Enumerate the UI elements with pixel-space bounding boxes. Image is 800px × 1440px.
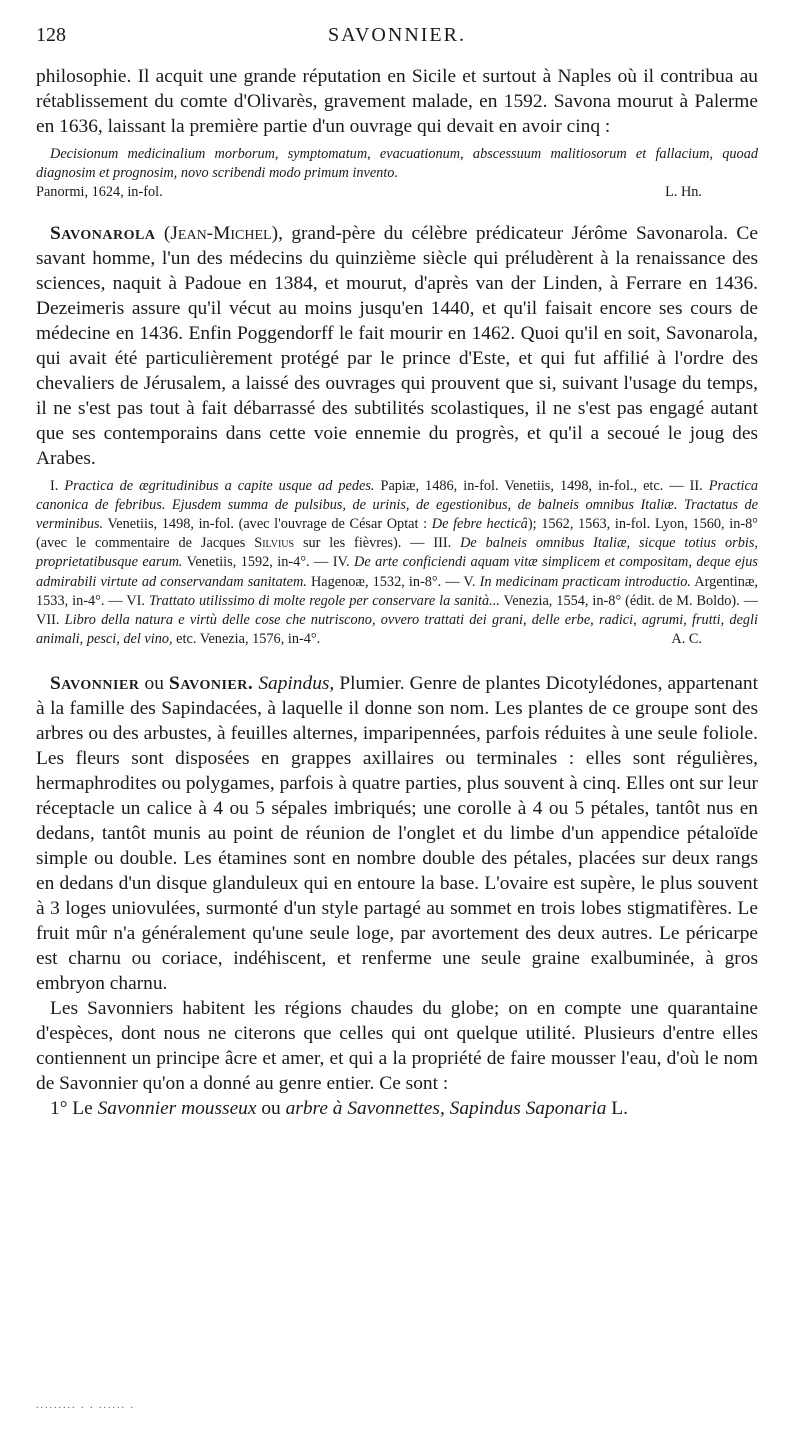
bib-title: Practica de ægritudinibus a capite usque ad pedes. [64,477,375,494]
entry-conjunction: ou [139,673,170,695]
bib-segment: etc. Venezia, 1576, in-4°. [172,631,321,648]
bib-segment: I. [50,477,65,494]
bib-segment: Venezia, 1554, in-8° (édit. de M. Boldo). — VII. [36,592,758,629]
entry-headword: Savonnier [50,673,140,695]
bib-segment: sur les fièvres). — III. [294,535,461,552]
bib-title: De arte conficiendi aquam vitæ simplicem et compositam, deque ejus admirabili virtute ad conservandam sanitatem. [36,554,758,590]
work-title: Decisionum medicinalium morborum, symptomatum, evacuationum, abscessuum malitiosorum et fallacium, quoad diagnosim et prognosim, novo scribendi modo primum invento. [36,146,758,182]
bib-segment: Hagenoæ, 1532, in-8°. — V. [306,573,480,590]
species-name: Savonnier mousseux [97,1098,257,1120]
savonarola-bibliography [36,477,758,650]
bib-person: Silvius [254,535,295,552]
footer-mark: ......... . . ...... . [36,1400,135,1411]
list-text: ou [256,1098,286,1120]
author-signature: L. Hn. [665,184,702,201]
savonnier-paragraph-2: Les Savonniers habitent les régions chaudes du globe; on en compte une quarantaine d'espèces, dont nous ne citerons que celles qui ont quelque utilité. Plusieurs d'entre elles contiennent un principe âcre et amer, et qui a la propriété de faire mousser l'eau, d'où le nom de Savonnier qu'on a donné au genre entier. Ce sont : [36,998,758,1095]
bib-title: De febre hecticâ [431,516,528,533]
species-list-item [36,1096,758,1121]
bib-title: Practica canonica de febribus. Ejusdem summa de pulsibus, de urinis, de egestionibus, de balneis omnibus Italiæ. Tractatus de verminibus. [36,477,758,533]
species-name: arbre à Savonnettes, Sapindus Saponaria [285,1098,607,1120]
bib-segment: Papiæ, 1486, in-fol. Venetiis, 1498, in-fol., etc. — II. [374,477,709,494]
page-number: 128 [36,24,66,46]
latin-name: Sapindus, [258,673,335,695]
continuation-paragraph: philosophie. Il acquit une grande réputation en Sicile et surtout à Naples où il contribua au rétablissement du comte d'Olivarès, gravement malade, en 1592. Savona mourut à Palerme en 1636, laissant la première partie d'un ouvrage qui devait en avoir cinq : [36,66,758,137]
bib-segment: Argentinæ, 1533, in-4°. — VI. [36,573,758,609]
bib-title: De balneis omnibus Italiæ, sicque totius orbis, proprietatibusque earum. [36,535,759,571]
entry-person-name: (Jean-Michel) [163,222,279,244]
entry-savonarola [36,221,758,471]
work-imprint: Panormi, 1624, in-fol. [36,184,163,201]
bib-title: Libro della natura e virtù delle cose che nutriscono, ovvero trattati dei grani, delle erbe, radici, agrumi, frutti, degli animali, pesci, del vino, [36,612,759,648]
bib-title: In medicinam practicam introductio. [479,573,692,590]
entry-headword-variant: Savonier. [169,673,254,695]
bib-segment: ); 1562, 1563, in-fol. Lyon, 1560, in-8° (avec le commentaire de Jacques [36,516,758,552]
bib-segment: Venetiis, 1498, in-fol. (avec l'ouvrage de César Optat : [103,516,432,533]
page-header [36,24,758,64]
bib-segment: Venetiis, 1592, in-4°. — IV. [182,554,355,571]
list-number: 1° Le [50,1098,98,1120]
continuation-bibliography [36,145,758,183]
entry-headword: Savonarola [50,222,156,244]
list-text: L. [606,1098,628,1120]
entry-text: , grand-père du célèbre prédicateur Jérôme Savonarola. Ce savant homme, l'un des médecins du quinzième siècle qui préludèrent à la renaissance des sciences, naquit à Padoue en 1384, et mourut, d'après van der Linden, à Ferrare en 1436. Dezeimeris assure qu'il vécut au moins jusqu'en 1440, et qu'il faisait encore ses cours de médecine en 1436. Enfin Poggendorff le fait mourir en 1462. Quoi qu'il en soit, Savonarola, qui avait été particulièrement protégé par le prince d'Este, et qui fut affilié à l'ordre des chevaliers de Jérusalem, a laissé des ouvrages qui prouvent que si, suivant l'usage du temps, il ne s'est pas tout à fait débarrassé des subtilités scolastiques, il ne s'est pas engagé autant que ses contemporains dans cette voie ennemie du progrès, et qu'il a secoué le joug des Arabes. [36,222,758,469]
entry-savonnier [36,671,758,996]
author-signature: A. C. [671,631,702,648]
running-title: SAVONNIER. [328,24,466,46]
continuation-imprint-line [36,183,758,202]
bib-title: Trattato utilissimo di molte regole per conservare la sanità... [148,592,500,609]
entry-text: Plumier. Genre de plantes Dicotylédones, appartenant à la famille des Sapindacées, à laquelle il donne son nom. Les plantes de ce groupe sont des arbres ou des arbustes, à feuilles alternes, imparipennées, parfois réduites à une seule foliole. Les fleurs sont disposées en grappes axillaires ou terminales : elles sont régulières, hermaphrodites ou polygames, parfois à quatre parties, plus souvent à cinq. Elles ont sur leur réceptacle un calice à 4 ou 5 sépales imbriqués; une corolle à 4 ou 5 pétales, tantôt nus en dedans, tantôt munis au point de réunion de l'onglet et du limbe d'un appendice pétaloïde simple ou double. Les étamines sont en nombre double des pétales, placées sur deux rangs en dedans d'un disque glanduleux qui en entoure la base. L'ovaire est supère, le plus souvent à 3 loges uniovulées, surmonté d'un style partagé au sommet en trois lobes stigmatifères. Le fruit mûr n'a généralement qu'une seule loge, par avortement des deux autres. Le péricarpe est charnu ou coriace, indéhiscent, et renferme une seule graine exalbuminée, à gros embryon charnu. [36,673,758,995]
